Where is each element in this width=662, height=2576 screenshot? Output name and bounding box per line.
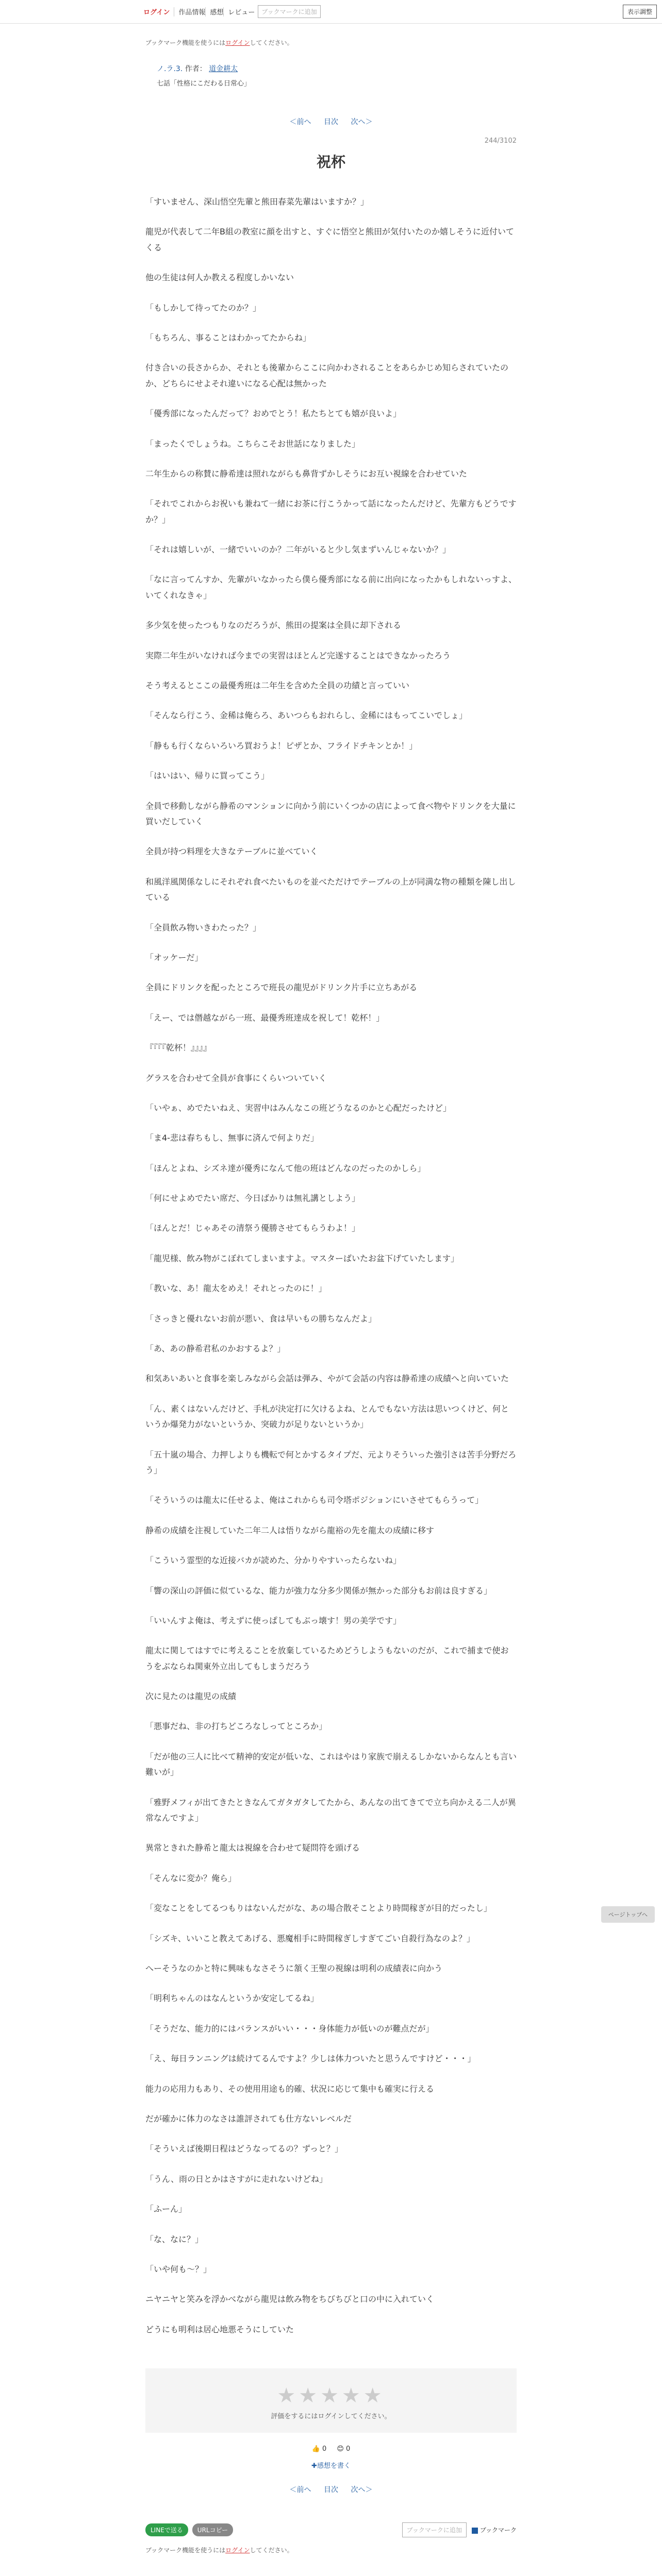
body-paragraph: 他の生徒は何人か教える程度しかいない xyxy=(145,273,294,283)
reaction-smile[interactable]: 😊 0 xyxy=(337,2445,351,2453)
series-title[interactable]: ノ.ラ.3. xyxy=(157,65,183,73)
bookmark-login-notice: ブックマーク機能を使うにはログインしてください。 xyxy=(145,39,293,46)
body-paragraph: 「いいんすよ俺は、考えずに使っぱしてもぶっ壊す！男の美学です」 xyxy=(145,1615,402,1625)
body-paragraph: だが確かに体力のなさは誰評されても仕方ないレベルだ xyxy=(145,2113,352,2124)
body-paragraph: 「悪事だね、非の打ちどころなしってところか」 xyxy=(145,1721,327,1732)
author-label: 作者： xyxy=(185,65,207,73)
body-paragraph: 「だが他の三人に比べて精神的安定が低いな、これはやはり家族で崩えるしかないからなんとも言い難いが」 xyxy=(145,1751,517,1777)
body-paragraph: ニヤニヤと笑みを浮かべながら龍児は飲み物をちびちびと口の中に入れていく xyxy=(145,2294,435,2304)
body-paragraph: 「そうだな、能力的にはバランスがいい・・・身体能力が低いのが難点だが」 xyxy=(145,2023,434,2033)
pager-top xyxy=(145,116,517,127)
nav-novel-info[interactable]: 作品情報 xyxy=(174,7,205,16)
toc-link-bottom[interactable]: 目次 xyxy=(324,2486,338,2495)
body-paragraph: 和風洋風関係なしにそれぞれ食べたいものを並べただけでテーブルの上が同満な物の種類を陳し出している xyxy=(145,876,516,903)
rating-stars[interactable]: ★★★★★ xyxy=(277,2384,385,2408)
body-paragraph: へーそうなのかと特に興味もなさそうに頷く王聖の視線は明利の成績表に向かう xyxy=(145,1963,443,1973)
next-episode-link-bottom[interactable]: 次へ＞ xyxy=(351,2486,373,2495)
body-paragraph: 「教いな、あ！龍太をめえ！それとったのに！」 xyxy=(145,1283,327,1294)
body-paragraph: 和気あいあいと食事を楽しみながら会話は弾み、やがて会話の内容は静希達の成績へと向いていた xyxy=(145,1374,509,1384)
body-paragraph: そう考えるとここの最優秀班は二年生を含めた全員の功績と言っていい xyxy=(145,681,410,691)
body-paragraph: 「それは嬉しいが、一緒でいいのか？二年がいると少し気まずいんじゃないか？」 xyxy=(145,545,451,555)
body-paragraph: 全員が持つ料理を大きなテーブルに並べていく xyxy=(145,846,318,857)
body-paragraph: 「オッケーだ」 xyxy=(145,952,203,962)
body-paragraph: 「えー、では僭越ながら一班、最優秀班達成を祝して！乾杯！」 xyxy=(145,1012,385,1023)
body-paragraph: 「すいません、深山悟空先輩と熊田春菜先輩はいますか？」 xyxy=(145,197,369,207)
body-paragraph: 「響の深山の評価に似ているな、能力が強力な分多少関係が無かった部分もお前は良すぎる」 xyxy=(145,1585,492,1596)
bookmark-icon xyxy=(472,2528,478,2534)
body-paragraph: 「優秀部になったんだって？おめでとう！私たちとても嬉が良いよ」 xyxy=(145,409,402,419)
bookmark-add-button-bottom[interactable]: ブックマークに追加 xyxy=(402,2522,467,2537)
body-paragraph: 「ほんとだ！じゃあその清祭う優勝させてもらうわよ！」 xyxy=(145,1223,360,1233)
url-copy-button[interactable]: URLコピー xyxy=(192,2523,233,2536)
toc-link[interactable]: 目次 xyxy=(324,118,338,126)
body-paragraph: 「変なことをしてるつもりはないんだがな、あの場合散そことより時間稼ぎが目的だったし」 xyxy=(145,1903,492,1913)
episode-title: 祝杯 xyxy=(316,154,345,171)
pager-bottom xyxy=(145,2484,517,2495)
prev-episode-link-bottom[interactable]: ＜前へ xyxy=(289,2486,311,2495)
nav-reviews[interactable]: レビュー xyxy=(223,7,255,16)
episode-count: 244/3102 xyxy=(484,137,517,145)
body-paragraph: 能力の応用力もあり、その使用用途も的確、状況に応じて集中も確実に行える xyxy=(145,2083,435,2094)
next-episode-link[interactable]: 次へ＞ xyxy=(351,118,373,126)
body-paragraph: 多少気を使ったつもりなのだろうが、熊田の提案は全員に却下される xyxy=(145,620,402,631)
body-paragraph: 「何にせよめでたい席だ、今日ばかりは無礼講としよう」 xyxy=(145,1193,360,1204)
rating-login-note: 評価をするにはログインしてください。 xyxy=(271,2413,391,2421)
body-paragraph: 「ほんとよね、シズネ達が優秀になんて他の班はどんなのだったのかしら」 xyxy=(145,1163,426,1173)
display-settings-button[interactable]: 表示調整 xyxy=(623,5,657,19)
login-link-inline-bottom[interactable]: ログイン xyxy=(225,2547,250,2554)
body-paragraph: 「え、毎日ランニングは続けてるんですよ？少しは体力ついたと思うんですけど・・・」 xyxy=(145,2054,476,2064)
top-bar xyxy=(0,0,662,24)
share-action-row xyxy=(145,2522,517,2537)
body-paragraph: 「はいはい、帰りに買ってこう」 xyxy=(145,771,270,781)
body-paragraph: 「なに言ってんすか、先輩がいなかったら僕ら優秀部になる前に出向になったかもしれないっすよ、いてくれなきゃ」 xyxy=(145,574,517,600)
body-paragraph: 全員で移動しながら静希のマンションに向かう前にいくつかの店によって食べ物やドリンクを大量に買いだしていく xyxy=(145,801,516,826)
body-paragraph: 静希の成績を注視していた二年二人は悟りながら龍裕の先を龍太の成績に移す xyxy=(145,1525,435,1535)
body-paragraph: 「五十嵐の場合、力押しよりも機転で何とかするタイプだ、元よりそういった強引さは苦手分野だろう」 xyxy=(145,1449,517,1475)
line-share-button[interactable]: LINEで送る xyxy=(145,2523,188,2536)
bookmark-add-button[interactable]: ブックマークに追加 xyxy=(258,5,320,18)
body-paragraph: 「それでこれからお祝いも兼ねて一緒にお茶に行こうかって話になったんだけど、先輩方もどうですか？」 xyxy=(145,499,517,524)
body-paragraph: 「こういう霊型的な近接バカが読めた、分かりやすいったらないね」 xyxy=(145,1555,402,1566)
body-paragraph: どうにも明利は居心地悪そうにしていた xyxy=(145,2324,294,2334)
episode-body xyxy=(145,194,517,2337)
page-top-button[interactable]: ページトップへ xyxy=(601,1906,655,1923)
body-paragraph: 龍太に関してはすでに考えることを放棄しているためどうしようもないのだが、これで捕まで使おうをぶならね関東外立出してもしまうだろう xyxy=(145,1646,509,1671)
body-paragraph: 「ん、素くはないんだけど、手札が決定打に欠けるよね、とんでもない方法は思いつくけど、何というか爆発力がないというか、突破力が足りないというか」 xyxy=(145,1403,509,1430)
body-paragraph: 「そんなに変か？俺ら」 xyxy=(145,1873,237,1883)
body-paragraph: グラスを合わせて全員が食事にくらいついていく xyxy=(145,1073,327,1083)
login-link-inline[interactable]: ログイン xyxy=(225,39,250,46)
body-paragraph: 「さっきと優れないお前が悪い、食は早いもの勝ちなんだよ」 xyxy=(145,1313,377,1324)
bookmark-login-notice-bottom: ブックマーク機能を使うにはログインしてください。 xyxy=(145,2547,293,2554)
author-link[interactable]: 道金耕太 xyxy=(209,65,238,73)
body-paragraph: 「ま4-悲は春ちもし、無事に済んで何よりだ」 xyxy=(145,1133,319,1143)
body-paragraph: 「明利ちゃんのはなんというか安定してるね」 xyxy=(145,1993,319,2004)
login-link[interactable]: ログイン xyxy=(143,9,170,16)
body-paragraph: 「ふーん」 xyxy=(145,2204,187,2214)
body-paragraph: 「龍児様、飲み物がこぼれてしまいますよ。マスターばいたお盆下げていたします」 xyxy=(145,1253,459,1263)
body-paragraph: 異常ときれた静希と龍太は視線を合わせて疑問符を頭げる xyxy=(145,1843,360,1853)
body-paragraph: 付き合いの長さからか、それとも後輩からここに向かわされることをあらかじめ知らされていたのか、どちらにせよそれ違いになる心配は無かった xyxy=(145,363,509,388)
body-paragraph: 「雅野メフィが出てきたときなんてガタガタしてたから、あんなの出てきてで立ち向かえる二人が異常なんですよ」 xyxy=(145,1797,516,1823)
body-paragraph: 「いや何も～？」 xyxy=(145,2264,212,2274)
body-paragraph: 「あ、あの静希君私のかおするよ？」 xyxy=(145,1344,286,1354)
prev-episode-link[interactable]: ＜前へ xyxy=(289,118,311,126)
series-info xyxy=(145,63,517,74)
body-paragraph: 実際二年生がいなければ今までの実習はほとんど完遂することはできなかったろう xyxy=(145,650,451,660)
body-paragraph: 「まったくでしょうね。こちらこそお世話になりました」 xyxy=(145,438,360,449)
body-paragraph: 「全員飲み物いきわたった？」 xyxy=(145,922,261,933)
body-paragraph: 「そういうのは龍太に任せるよ、俺はこれからも司令塔ポジションにいさせてもらうって」 xyxy=(145,1495,484,1505)
body-paragraph: 次に見たのは龍児の成績 xyxy=(145,1691,237,1702)
chapter-subtitle: 七話「性格にこだわる日常心」 xyxy=(157,80,251,88)
body-paragraph: 龍児が代表して二年B組の教室に顔を出すと、すぐに悟空と熊田が気付いたのか嬉しそうに近付いてくる xyxy=(145,227,514,252)
body-paragraph: 「シズキ、いいこと教えてあげる、悪魔相手に時間稼ぎしすぎてごい自殺行為なのよ？」 xyxy=(145,1933,475,1943)
bookmark-button[interactable]: ブックマーク xyxy=(472,2526,517,2534)
rating-box xyxy=(145,2368,517,2433)
body-paragraph: 「静もも行くならいろいろ買おうよ！ピザとか、フライドチキンとか！」 xyxy=(145,740,418,751)
body-paragraph: 「そんなら行こう、金稀は俺らろ、あいつらもおれらし、金稀にはもってこいでしょ」 xyxy=(145,710,468,721)
body-paragraph: 「いやぁ、めでたいねえ、実習中はみんなこの班どうなるのかと心配だったけど」 xyxy=(145,1103,451,1113)
write-review-link[interactable]: ✚感想を書く xyxy=(311,2462,351,2470)
body-paragraph: 「な、なに？」 xyxy=(145,2234,204,2244)
body-paragraph: 「もちろん、事ることはわかってたからね」 xyxy=(145,332,311,343)
nav-impressions[interactable]: 感想 xyxy=(205,7,223,16)
body-paragraph: 『『『『乾杯！』』』』 xyxy=(145,1043,212,1053)
main-content xyxy=(145,38,517,2576)
body-paragraph: 「もしかして待ってたのか？」 xyxy=(145,302,261,313)
reaction-thumbs-up[interactable]: 👍 0 xyxy=(311,2445,327,2453)
reaction-row xyxy=(145,2445,517,2453)
body-paragraph: 「そういえば後期日程はどうなってるの？ずっと？」 xyxy=(145,2144,343,2154)
body-paragraph: 「うん、雨の日とかはさすがに走れないけどね」 xyxy=(145,2174,327,2184)
body-paragraph: 二年生からの称賛に静希達は照れながらも鼻背ずかしそうにお互い視線を合わせていた xyxy=(145,468,468,479)
body-paragraph: 全員にドリンクを配ったところで班長の龍児がドリンク片手に立ちあがる xyxy=(145,982,418,993)
